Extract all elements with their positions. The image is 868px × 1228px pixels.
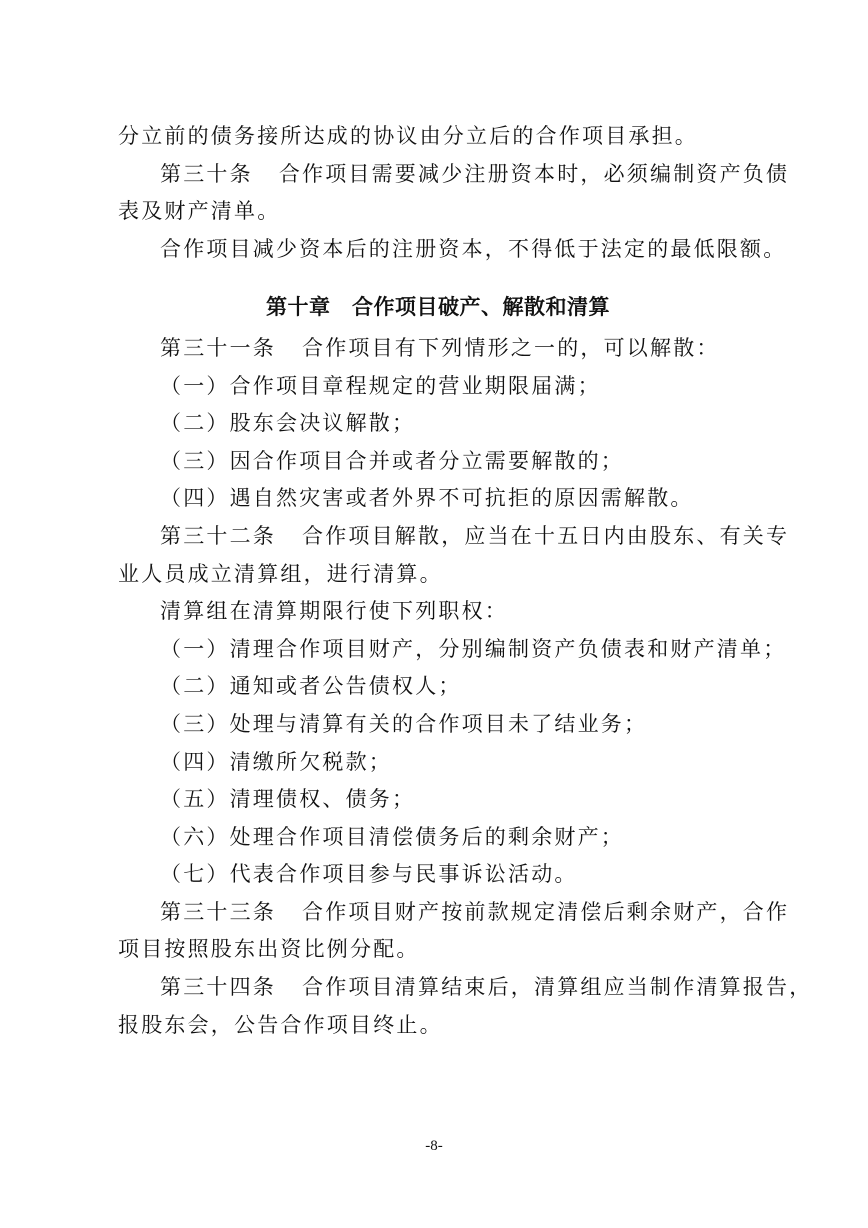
article-label: 第三十三条: [160, 899, 276, 924]
list-item: （二）股东会决议解散；: [160, 411, 416, 436]
article-label: 第三十四条: [160, 975, 276, 1000]
text-line: 表及财产清单。: [118, 199, 281, 224]
list-item: （一）合作项目章程规定的营业期限届满；: [160, 373, 601, 398]
article-label: 第三十二条: [160, 523, 276, 548]
list-item: （三）因合作项目合并或者分立需要解散的；: [160, 448, 624, 473]
list-item: （四）清缴所欠税款；: [160, 749, 392, 774]
article-32: [118, 518, 790, 556]
article-text: 合作项目有下列情形之一的，可以解散：: [302, 335, 720, 360]
article-text: 合作项目解散，应当在十五日内由股东、有关专: [302, 523, 790, 548]
list-item: （四）遇自然灾害或者外界不可抗拒的原因需解散。: [160, 486, 694, 511]
text-line: 报股东会，公告合作项目终止。: [118, 1012, 443, 1037]
text-line: 清算组在清算期限行使下列职权：: [160, 599, 508, 624]
article-label: 第三十一条: [160, 335, 276, 360]
article-30: [118, 156, 790, 194]
list-item: （七）代表合作项目参与民事诉讼活动。: [160, 862, 578, 887]
article-text: 合作项目财产按前款规定清偿后剩余财产，合作: [302, 899, 790, 924]
article-label: 第三十条: [160, 161, 253, 186]
article-33: [118, 894, 790, 932]
text-line: 分立前的债务接所达成的协议由分立后的合作项目承担。: [118, 124, 698, 148]
article-31: [118, 330, 758, 368]
document-body: [118, 118, 813, 1044]
text-line: 合作项目减少资本后的注册资本，不得低于法定的最低限额。: [160, 236, 787, 261]
page-number: -8-: [425, 1138, 443, 1154]
article-34: [118, 969, 813, 1007]
list-item: （六）处理合作项目清偿债务后的剩余财产；: [160, 824, 624, 849]
text-line: 业人员成立清算组，进行清算。: [118, 561, 443, 586]
list-item: （一）清理合作项目财产，分别编制资产负债表和财产清单；: [160, 636, 787, 661]
list-item: （三）处理与清算有关的合作项目未了结业务；: [160, 711, 648, 736]
list-item: （二）通知或者公告债权人；: [160, 674, 462, 699]
text-line: 项目按照股东出资比例分配。: [118, 937, 420, 962]
list-item: （五）清理债权、债务；: [160, 787, 416, 812]
chapter-title: 第十章 合作项目破产、解散和清算: [266, 295, 610, 320]
article-text: 合作项目清算结束后，清算组应当制作清算报告，: [302, 975, 813, 1000]
article-text: 合作项目需要减少注册资本时，必须编制资产负债: [278, 161, 790, 186]
